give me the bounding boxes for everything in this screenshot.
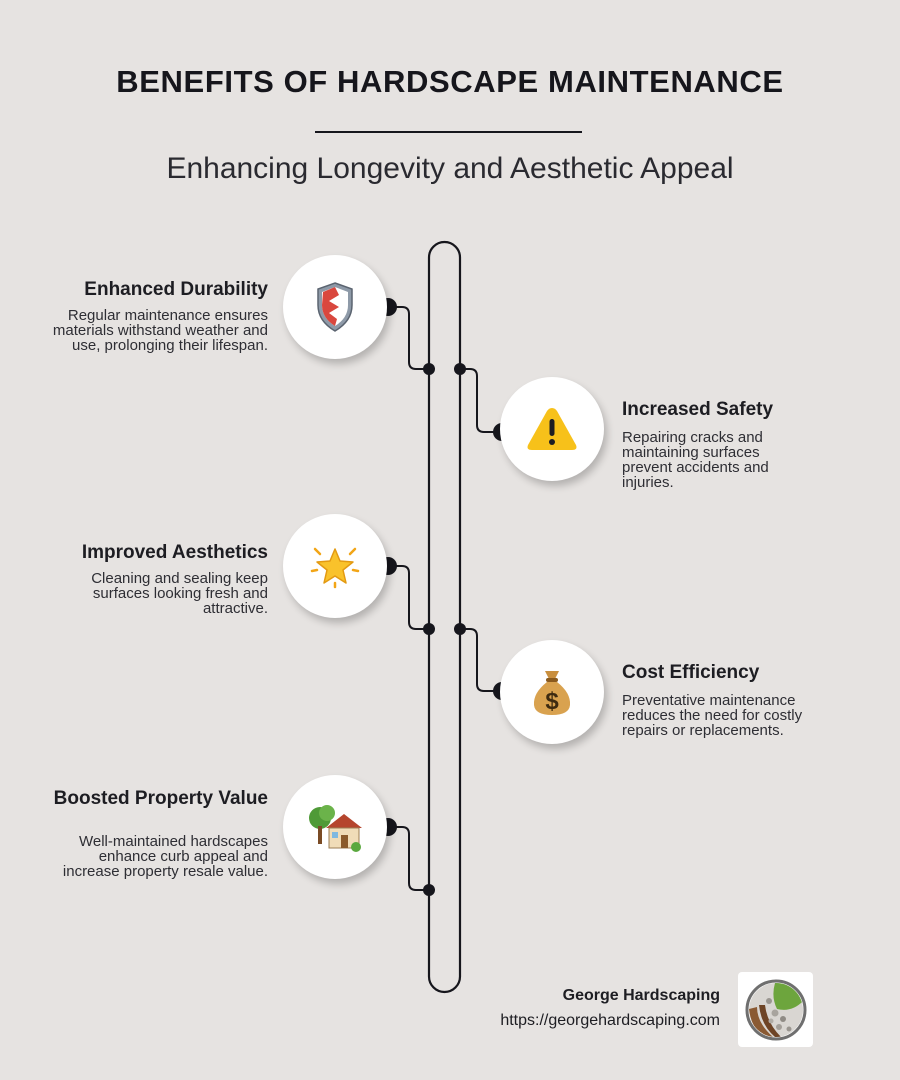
money-bag-icon xyxy=(531,667,573,717)
page-title: BENEFITS OF HARDSCAPE MAINTENANCE xyxy=(116,64,784,99)
benefit-title-cost: Cost Efficiency xyxy=(622,662,760,683)
benefit-icon-circle-cost xyxy=(500,640,604,744)
benefit-desc-cost: Preventative maintenance reduces the need for costly repairs or replacements. xyxy=(622,692,803,739)
benefit-icon-circle-safety xyxy=(500,377,604,481)
star-icon xyxy=(310,541,360,591)
house-icon xyxy=(308,802,362,852)
benefit-title-aesthetics: Improved Aesthetics xyxy=(81,542,268,563)
page-subtitle: Enhancing Longevity and Aesthetic Appeal xyxy=(166,152,734,185)
svg-text:$: $ xyxy=(545,688,559,715)
benefit-desc-safety: Repairing cracks and maintaining surfaces prevent accidents and injuries. xyxy=(622,429,769,491)
brand-logo xyxy=(738,972,813,1047)
benefit-title-property: Boosted Property Value xyxy=(53,788,268,809)
benefit-icon-circle-property xyxy=(283,775,387,879)
shield-icon xyxy=(315,281,355,333)
benefit-title-durability: Enhanced Durability xyxy=(84,279,268,300)
company-logo-icon xyxy=(745,979,807,1041)
benefit-desc-property: Well-maintained hardscapes enhance curb appeal and increase property resale value. xyxy=(62,833,268,880)
benefit-desc-aesthetics: Cleaning and sealing keep surfaces looking fresh and attractive. xyxy=(91,570,268,617)
benefit-desc-durability: Regular maintenance ensures materials withstand weather and use, prolonging their lifespan. xyxy=(52,307,268,354)
benefit-icon-circle-durability xyxy=(283,255,387,359)
website-link[interactable]: https://georgehardscaping.com xyxy=(500,1012,720,1029)
brand-name: George Hardscaping xyxy=(562,987,720,1004)
benefit-icon-circle-aesthetics xyxy=(283,514,387,618)
warning-icon xyxy=(526,406,578,452)
benefit-title-safety: Increased Safety xyxy=(622,399,774,420)
